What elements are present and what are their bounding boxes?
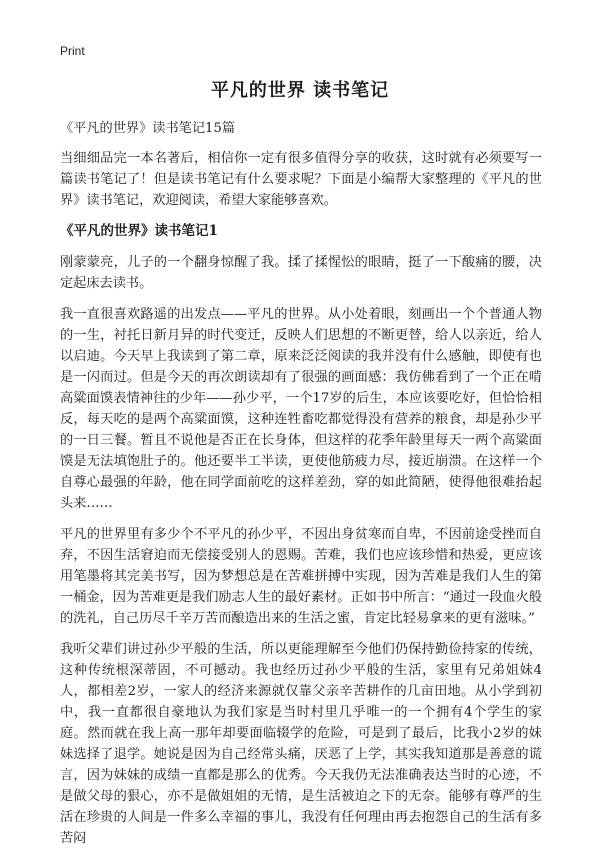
- body-paragraph: 刚蒙蒙亮，儿子的一个翻身惊醒了我。揉了揉惺忪的眼睛，挺了一下酸痛的腰，决定起床去读书。: [60, 255, 542, 291]
- print-label[interactable]: Print: [60, 44, 85, 58]
- intro-paragraph: 当细细品完一本名著后，相信你一定有很多值得分享的收获，这时就有必须要写一篇读书笔记了！但是读书笔记有什么要求呢？下面是小编帮大家整理的《平凡的世界》读书笔记，欢迎阅读，希望大家能够喜欢。: [60, 151, 542, 208]
- document-body: [60, 118, 542, 859]
- section-heading: 《平凡的世界》读书笔记1: [60, 223, 218, 239]
- body-paragraph: 我一直很喜欢路遥的出发点——平凡的世界。从小处着眼，刻画出一个个普通人物的一生，衬托日新月异的时代变迁，反映人们思想的不断更替，给人以亲近，给人以启迪。今天早上我读到了第二章，原来泛泛阅读的我并没有什么感触，即使有也是一闪而过。但是今天的再次朗读却有了很强的画面感：我仿佛看到了一个正在啃高粱面馍表情神往的少年——孙少平，一个17岁的后生，本应该要吃好，但恰恰相反，每天吃的是两个高粱面馍，这种连牲畜吃都觉得没有营养的粮食，却是孙少平的一日三餐。暂且不说他是否正在长身体，但这样的花季年龄里每天一两个高粱面馍是无法填饱肚子的。他还要半工半读，更使他筋疲力尽，接近崩溃。在这样一个自尊心最强的年龄，他在同学面前吃的这样差劲，穿的如此简陋，使得他很难抬起头来……: [60, 307, 542, 511]
- body-paragraph: 平凡的世界里有多少个不平凡的孙少平，不因出身贫寒而自卑，不因前途受挫而自弃，不因生活窘迫而无偿接受别人的恩赐。苦难，我们也应该珍惜和热爱，更应该用笔墨将其完美书写，因为梦想总是在苦难拼搏中实现，因为苦难是我们人生的第一桶金，因为苦难更是我们励志人生的最好素材。正如书中所言：“通过一段血火般的洗礼，自己历尽千辛万苦而酿造出来的生活之蜜，肯定比轻易拿来的更有滋味。”: [60, 527, 542, 626]
- body-paragraph: 我听父辈们讲过孙少平般的生活，所以更能理解至今他们仍保持勤俭持家的传统，这种传统根深蒂固，不可撼动。我也经历过孙少平般的生活，家里有兄弟姐妹4人，都相差2岁，一家人的经济来源就仅靠父亲辛苦耕作的几亩田地。从小学到初中，我一直都很自豪地认为我们家是当时村里几乎唯一的一个拥有4个学生的家庭。然而就在我上高一那年却要面临辍学的危险，可是到了最后，比我小2岁的妹妹选择了退学。她说是因为自己经常头痛，厌恶了上学，其实我知道那是善意的谎言，因为妹妹的成绩一直都是那么的优秀。今天我仍无法准确表达当时的心迹，不是做父母的狠心，亦不是做姐姐的无情，是生活被迫之下的无奈。能够有尊严的生活在珍贵的人间是一件多么幸福的事儿，我没有任何理由再去抱怨自己的生活有多苦闷: [60, 642, 542, 846]
- document-subtitle: 《平凡的世界》读书笔记15篇: [60, 121, 236, 136]
- document-title: 平凡的世界 读书笔记: [210, 80, 390, 101]
